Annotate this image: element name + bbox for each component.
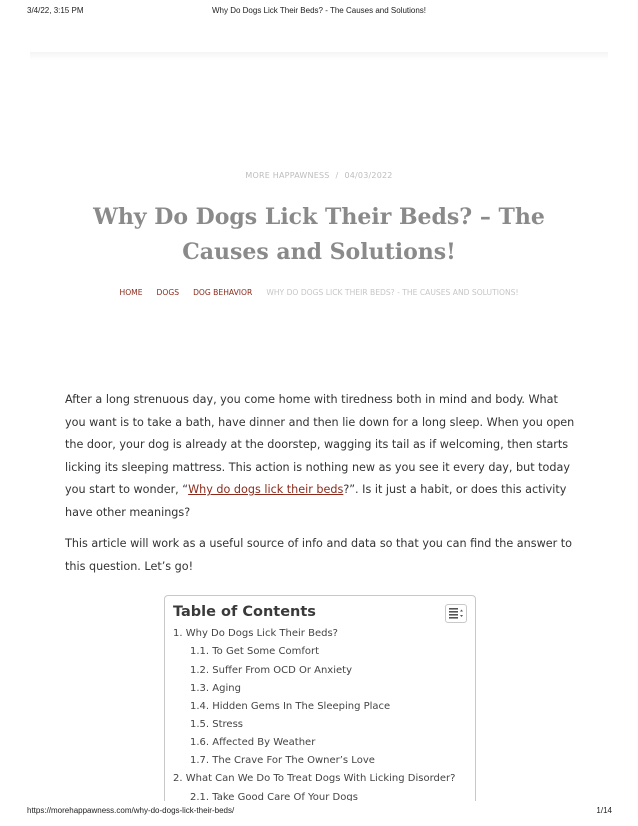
toc-item[interactable]: 2. What Can We Do To Treat Dogs With Licking Disorder? xyxy=(173,773,456,784)
intro-paragraph xyxy=(65,389,580,524)
breadcrumb-home[interactable]: HOME xyxy=(119,288,143,297)
post-meta xyxy=(0,171,638,180)
post-title: Why Do Dogs Lick Their Beds? – The Causes and Solutions! xyxy=(93,204,545,265)
intro-text-after: ?”. Is it just a habit, or does this activity have other meanings? xyxy=(65,483,567,519)
print-url: https://morehappawness.com/why-do-dogs-lick-their-beds/ xyxy=(27,806,235,815)
toc-item[interactable]: 1.6. Affected By Weather xyxy=(190,737,316,748)
breadcrumb-dog-behavior[interactable]: DOG BEHAVIOR xyxy=(193,288,253,297)
post-date: 04/03/2022 xyxy=(344,171,393,180)
breadcrumb-current: WHY DO DOGS LICK THEIR BEDS? - THE CAUSES AND SOLUTIONS! xyxy=(266,288,519,297)
article-link[interactable]: Why do dogs lick their beds xyxy=(188,483,344,496)
site-header-divider xyxy=(30,52,608,60)
breadcrumb-dogs[interactable]: DOGS xyxy=(156,288,180,297)
toc-item[interactable]: 1. Why Do Dogs Lick Their Beds? xyxy=(173,628,338,639)
second-paragraph: This article will work as a useful source of info and data so that you can find the answer to this question. Let’s go! xyxy=(65,537,572,573)
toc-item[interactable]: 1.7. The Crave For The Owner’s Love xyxy=(190,755,375,766)
toc-item[interactable]: 1.2. Suffer From OCD Or Anxiety xyxy=(190,665,352,676)
post-author[interactable]: MORE HAPPAWNESS xyxy=(245,171,330,180)
page-number: 1/14 xyxy=(596,806,612,815)
intro-text-before: After a long strenuous day, you come home with tiredness both in mind and body. What you want is to take a bath, have dinner and then lie down for a long sleep. When you open the door, your dog is already at the doorstep, wagging its tail as if welcoming, then starts licking its sleeping mattress. This action is nothing new as you see it every day, but today you start to wonder, “ xyxy=(65,393,575,496)
print-page-title: Why Do Dogs Lick Their Beds? - The Causes and Solutions! xyxy=(211,6,427,15)
toc-item[interactable]: 1.5. Stress xyxy=(190,719,243,730)
breadcrumb xyxy=(0,288,638,297)
meta-separator: / xyxy=(335,171,339,180)
toc-title: Table of Contents xyxy=(173,604,316,620)
table-of-contents xyxy=(164,595,476,801)
print-header xyxy=(0,0,638,16)
toc-item[interactable]: 1.3. Aging xyxy=(190,683,241,694)
toc-item[interactable]: 1.1. To Get Some Comfort xyxy=(190,646,320,657)
list-toggle-icon[interactable] xyxy=(445,604,467,623)
print-datetime: 3/4/22, 3:15 PM xyxy=(27,6,84,15)
print-footer xyxy=(0,806,638,826)
toc-item[interactable]: 2.1. Take Good Care Of Your Dogs xyxy=(190,792,358,801)
toc-item[interactable]: 1.4. Hidden Gems In The Sleeping Place xyxy=(190,701,391,712)
